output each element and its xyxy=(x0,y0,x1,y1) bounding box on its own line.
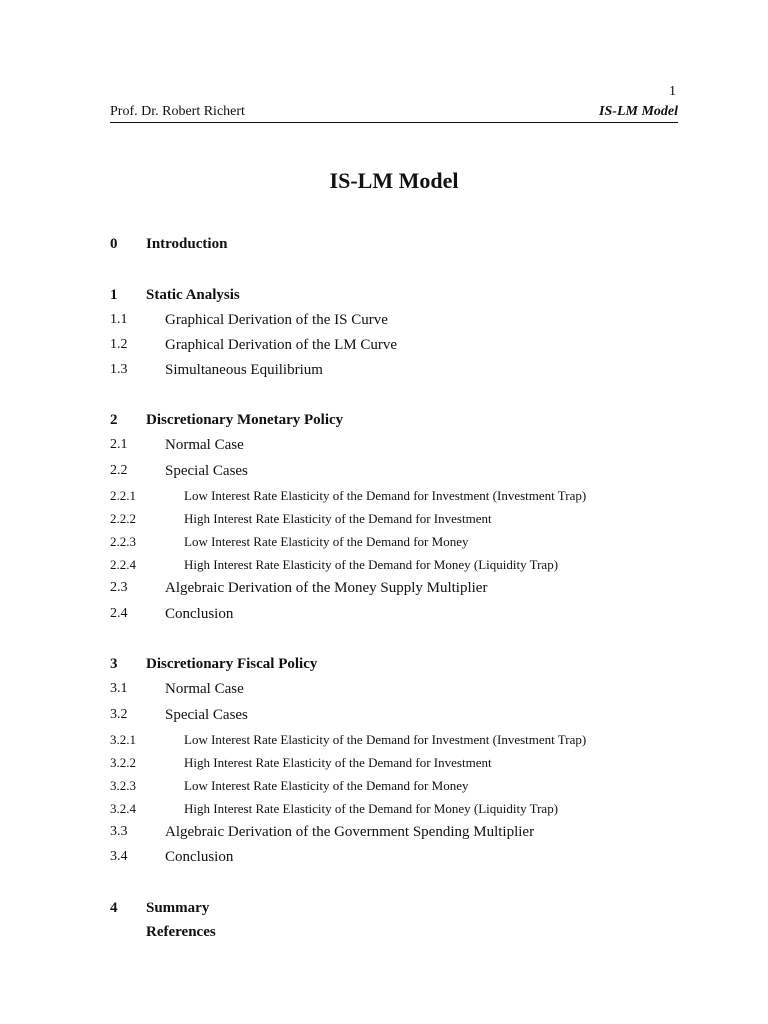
header-author: Prof. Dr. Robert Richert xyxy=(110,104,245,119)
toc-entry-title: High Interest Rate Elasticity of the Demand for Money (Liquidity Trap) xyxy=(184,557,559,572)
toc-entry-title: High Interest Rate Elasticity of the Demand for Money (Liquidity Trap) xyxy=(184,801,559,816)
toc-entry-number: 3.1 xyxy=(110,681,128,696)
toc-entry-title: Discretionary Monetary Policy xyxy=(146,412,344,428)
toc-entry-title: Low Interest Rate Elasticity of the Demand for Money xyxy=(184,534,469,549)
toc-entry-number: 3.2.1 xyxy=(110,732,136,747)
toc-entry-number: 4 xyxy=(110,900,118,916)
toc-entry-number: 0 xyxy=(110,236,118,252)
toc-entry-title: High Interest Rate Elasticity of the Demand for Investment xyxy=(184,511,492,526)
page-number: 1 xyxy=(669,84,676,99)
toc-entry-title: Algebraic Derivation of the Government Spending Multiplier xyxy=(165,824,535,840)
toc-entry-title: Normal Case xyxy=(165,437,244,453)
toc-entry-title: Low Interest Rate Elasticity of the Demand for Investment (Investment Trap) xyxy=(184,488,587,503)
toc-entry-title: Conclusion xyxy=(165,849,234,865)
toc-entry-title: Normal Case xyxy=(165,681,244,697)
toc-entry-title: Graphical Derivation of the IS Curve xyxy=(165,312,388,328)
toc-entry-title: Special Cases xyxy=(165,707,248,723)
toc-entry-number: 3.2.2 xyxy=(110,755,136,770)
toc-entry-number: 2.2.3 xyxy=(110,534,136,549)
toc-entry-number: 2.4 xyxy=(110,606,128,621)
toc-entry-number: 3 xyxy=(110,656,118,672)
toc-entry-title: Low Interest Rate Elasticity of the Demand for Money xyxy=(184,778,469,793)
toc-entry-number: 1.1 xyxy=(110,312,128,327)
toc-entry-number: 2.2.4 xyxy=(110,557,136,572)
toc-entry-number: 3.2.4 xyxy=(110,801,136,816)
toc-entry-title: Static Analysis xyxy=(146,287,240,303)
toc-entry-title: Summary xyxy=(146,900,210,916)
toc-entry-number: 3.4 xyxy=(110,849,128,864)
toc-entry-number: 1.2 xyxy=(110,337,128,352)
toc-entry-number: 2 xyxy=(110,412,118,428)
toc-entry-title: Simultaneous Equilibrium xyxy=(165,362,323,378)
document-title: IS-LM Model xyxy=(329,168,459,193)
toc-entry-number: 3.2 xyxy=(110,707,128,722)
header-short-title: IS-LM Model xyxy=(599,104,678,119)
toc-entry-number: 1.3 xyxy=(110,362,128,377)
toc-entry-number: 2.3 xyxy=(110,580,128,595)
toc-entry-number: 1 xyxy=(110,287,118,303)
toc-entry-number: 2.1 xyxy=(110,437,128,452)
toc-entry-title: Low Interest Rate Elasticity of the Demand for Investment (Investment Trap) xyxy=(184,732,587,747)
toc-references: References xyxy=(146,924,216,940)
toc-entry-title: Introduction xyxy=(146,236,228,252)
toc-entry-number: 2.2.2 xyxy=(110,511,136,526)
toc-entry-number: 2.2.1 xyxy=(110,488,136,503)
toc-entry-title: Algebraic Derivation of the Money Supply Multiplier xyxy=(165,580,488,596)
toc-entry-number: 3.2.3 xyxy=(110,778,136,793)
toc-entry-title: Graphical Derivation of the LM Curve xyxy=(165,337,398,353)
toc-entry-title: Discretionary Fiscal Policy xyxy=(146,656,318,672)
toc-entry-title: Special Cases xyxy=(165,463,248,479)
toc-entry-number: 2.2 xyxy=(110,463,128,478)
toc-entry-number: 3.3 xyxy=(110,824,128,839)
toc-entry-title: Conclusion xyxy=(165,606,234,622)
running-header xyxy=(110,102,678,123)
toc-entry-title: High Interest Rate Elasticity of the Demand for Investment xyxy=(184,755,492,770)
